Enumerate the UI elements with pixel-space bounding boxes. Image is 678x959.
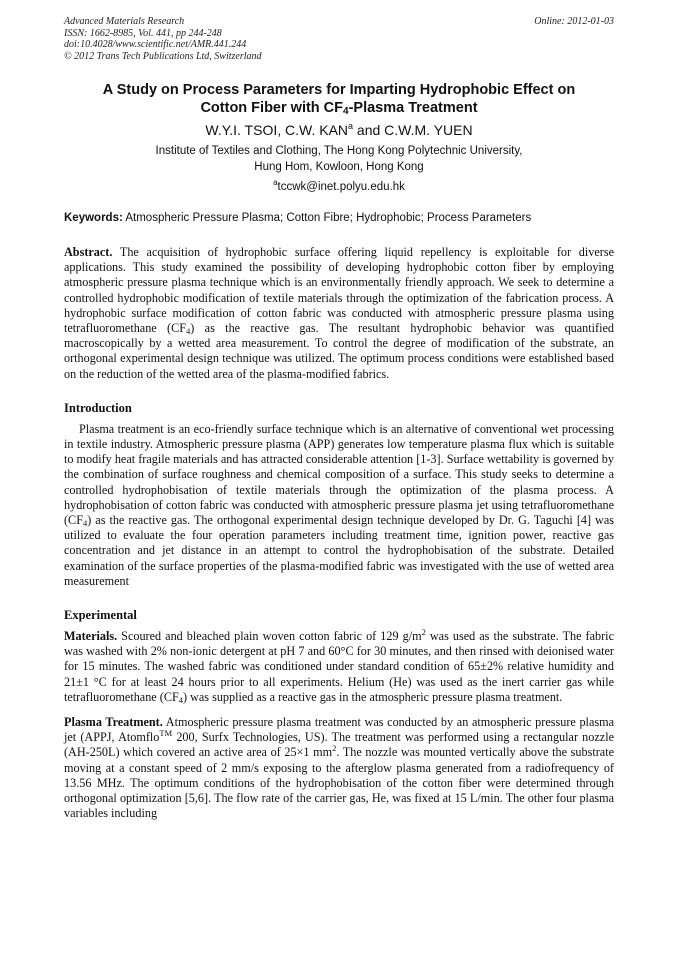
journal-copyright: © 2012 Trans Tech Publications Ltd, Switzerland	[64, 50, 262, 62]
journal-info	[64, 16, 262, 62]
plasma-treatment-paragraph: Plasma Treatment. Atmospheric pressure plasma treatment was conducted by an atmospheric pressure plasma jet (APPJ, Atomflo™ 200, Surfx Technologies, US). The treatment was performed using a rectangular nozzle (AH-250L) which covered an active area of 25×1 $mm^2$. The nozzle was mounted vertically above the substrate moving at a constant speed of 2 mm/s exposing to the afterglow plasma generated from a radiofrequency of 13.56 MHz. The optimum conditions of the hydrophobisation of the cotton fiber were determined through orthogonal optimization [5,6]. The flow rate of the carrier gas, He, was fixed at 15 L/min. The other four plasma variables including	[64, 715, 614, 821]
materials-label: Materials.	[64, 629, 118, 644]
section-heading-introduction: Introduction	[64, 400, 132, 415]
section-heading-experimental: Experimental	[64, 608, 137, 623]
paper-title	[64, 81, 614, 117]
author-list: W.Y.I. TSOI, C.W. KAN$^a$ and C.W.M. YUEN	[205, 121, 473, 138]
title-line-2: Cotton Fiber with $CF_4$-Plasma Treatment	[200, 100, 478, 117]
abstract: Abstract. The acquisition of hydrophobic surface offering liquid repellency is exploitable for diverse applications. This study examined the possibility of developing hydrophobic cotton fiber by employing atmospheric pressure plasma technique which is an environmentally friendly approach. We seek to determine a controlled hydrophobic modification of textile materials through the optimization of the fabrication process. A hydrophobic surface modification of cotton fabric was conducted with atmospheric pressure plasma using tetrafluoromethane $(CF_4)$ as the reactive gas. The resultant hydrophobic behavior was quantified macroscopically by a wetted area measurement. To control the degree of modification of the substrate, an orthogonal experimental design technique was utilized. The optimum process conditions were established based on the reduction of the wetted area of the plasma-modified fabrics.	[64, 245, 614, 381]
title-line-1: A Study on Process Parameters for Imparting Hydrophobic Effect on	[102, 82, 576, 98]
affiliation-line-1: Institute of Textiles and Clothing, The Hong Kong Polytechnic University,	[155, 145, 523, 157]
keywords-text: Atmospheric Pressure Plasma; Cotton Fibre; Hydrophobic; Process Parameters	[122, 212, 532, 224]
journal-header	[64, 16, 614, 62]
affiliation-line-2: Hung Hom, Kowloon, Hong Kong	[254, 160, 424, 173]
abstract-label: Abstract.	[64, 245, 113, 259]
online-date: Online: 2012-01-03	[534, 16, 614, 27]
keywords	[64, 211, 614, 226]
journal-name: Advanced Materials Research	[64, 16, 185, 27]
author-email[interactable]: $^a$tccwk@inet.polyu.edu.hk	[273, 178, 405, 193]
affiliation	[64, 144, 614, 175]
journal-doi: doi:10.4028/www.scientific.net/AMR.441.244	[64, 39, 247, 50]
materials-paragraph: Materials. Scoured and bleached plain woven cotton fabric of 129 $g/m^2$ was used as the substrate. The fabric was washed with 2% non-ionic detergent at pH 7 and 60°C for 30 minutes, and then rinsed with deionised water for 15 minutes. The washed fabric was conditioned under standard condition of 65±2% relative humidity and 21±1 °C for at least 24 hours prior to all experiments. Helium (He) was used as the inert carrier gas while tetrafluoromethane $(CF_4)$ was supplied as a reactive gas in the atmospheric pressure plasma treatment.	[64, 627, 614, 705]
keywords-label: Keywords:	[64, 212, 123, 224]
introduction-paragraph: Plasma treatment is an eco-friendly surface technique which is an alternative of conventional wet processing in textile industry. Atmospheric pressure plasma (APP) generates low temperature plasma flux which is suitable to modify heat fragile materials and has attracted considerable attention [1-3]. Surface wettability is governed by the combination of surface roughness and chemical composition of a surface. This study seeks to determine a controlled hydrophobisation of textile materials through the optimization of the plasma process. A hydrophobisation of cotton fabric was conducted with atmospheric pressure plasma jet using tetrafluoromethane $(CF_4)$ as the reactive gas. The orthogonal experimental design technique developed by Dr. G. Taguchi [4] was utilized to evaluate the four operation parameters including treatment time, ignition power, reactive gas concentration and jet distance in an attempt to control the hydrophobisation of the substrate. Detailed examination of the surface properties of the plasma-modified fabric was investigated with the use of wetted area measurement	[64, 421, 614, 588]
journal-issn: ISSN: 1662-8985, Vol. 441, pp 244-248	[64, 27, 222, 39]
plasma-treatment-label: Plasma Treatment.	[64, 715, 163, 730]
